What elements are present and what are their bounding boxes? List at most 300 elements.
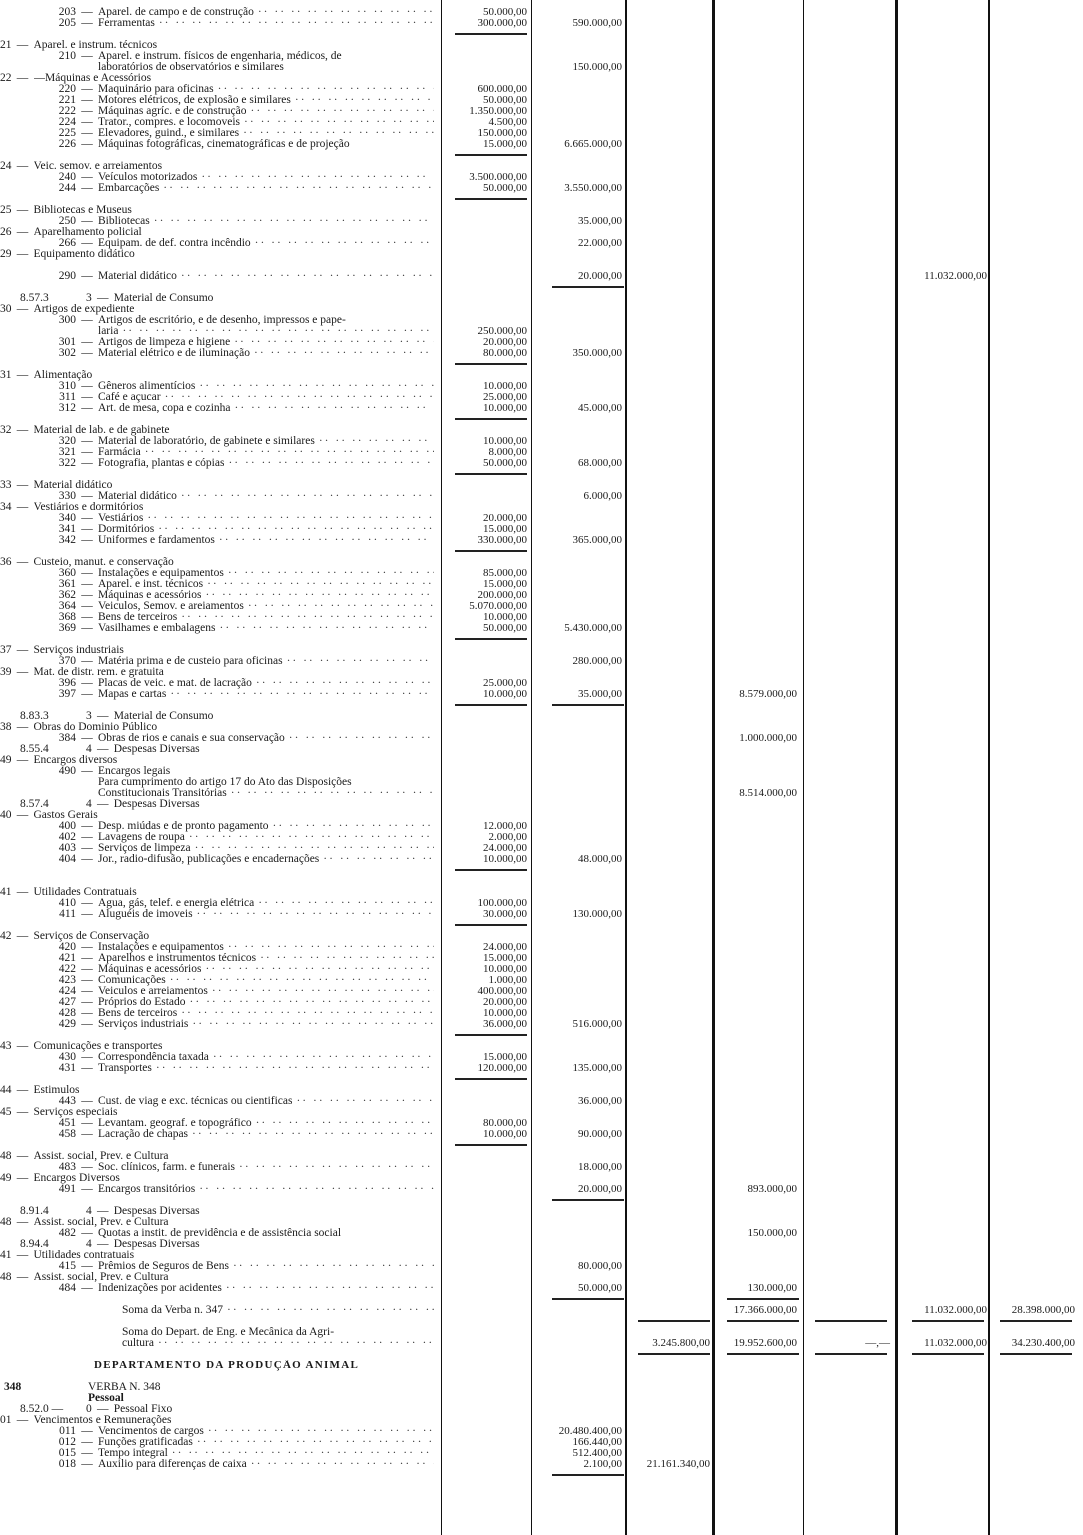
item-label: Máquinas e acessórios: [98, 590, 202, 601]
amount-c4: 1.000.000,00: [739, 732, 797, 744]
dash: —: [81, 1018, 93, 1030]
dash: —: [81, 1436, 93, 1448]
item-code: 384: [58, 732, 76, 744]
dash: —: [81, 1183, 93, 1195]
item-label: Assist. social, Prev. e Cultura: [33, 1217, 169, 1228]
amount-c1: 10.000,00: [483, 611, 527, 623]
row-label: [0, 1327, 434, 1338]
dot-leader: [163, 183, 434, 194]
dot-leader: [319, 436, 434, 447]
table-row: [0, 161, 1083, 172]
spacer-row: [0, 1074, 1083, 1085]
table-row: [0, 1063, 1083, 1074]
amount-c1: 15.000,00: [483, 523, 527, 535]
item-label: Material didático: [98, 271, 177, 282]
dash: —: [81, 1007, 93, 1019]
item-code: 012: [58, 1436, 76, 1448]
item-label: Funções gratificadas: [98, 1437, 193, 1448]
dot-leader: [189, 832, 434, 843]
subtotal-rule: [455, 638, 527, 640]
table-row: [0, 128, 1083, 139]
spacer-row: [0, 920, 1083, 931]
item-label: Transportes: [98, 1063, 152, 1074]
item-label: Placas de veic. e mat. de lacração: [98, 678, 252, 689]
item-label: Art. de mesa, copa e cozinha: [98, 403, 231, 414]
amount-c1: 10.000,00: [483, 963, 527, 975]
item-label: Serviços industriais: [33, 645, 124, 656]
amount-c1: 10.000,00: [483, 402, 527, 414]
amount-c2: 166.440,00: [572, 1436, 622, 1448]
amount-c1: 10.000,00: [483, 1007, 527, 1019]
item-label: Despesas Diversas: [113, 1239, 200, 1250]
amount-c1: 25.000,00: [483, 677, 527, 689]
dash: —: [81, 1260, 93, 1272]
table-row: [0, 953, 1083, 964]
spacer-row: [0, 1470, 1083, 1481]
account-prefix: 8.52.0 —: [20, 1403, 64, 1415]
amount-c4: 17.366.000,00: [733, 1304, 797, 1316]
dash: —: [81, 622, 93, 634]
dot-leader: [181, 1008, 434, 1019]
item-label: Ferramentas: [98, 18, 155, 29]
column-divider: [441, 0, 442, 1535]
dash: —: [81, 1095, 93, 1107]
table-row: [0, 1217, 1083, 1228]
dot-leader: [170, 975, 434, 986]
row-label: [0, 854, 434, 865]
item-label: Assist. social, Prev. e Cultura: [33, 1272, 169, 1283]
dot-leader: [228, 458, 434, 469]
amount-c2: 6.000,00: [583, 490, 622, 502]
row-label: [0, 458, 434, 469]
dash: —: [16, 930, 29, 942]
table-row: [0, 1426, 1083, 1437]
item-code: 45: [0, 1106, 12, 1118]
dot-leader: [256, 678, 434, 689]
item-code: 0: [86, 1403, 92, 1415]
amount-c4: 8.514.000,00: [739, 787, 797, 799]
subtotal-rule: [455, 1078, 527, 1080]
table-row: [0, 1283, 1083, 1294]
dash: —: [81, 688, 93, 700]
item-label: Pessoal: [88, 1393, 124, 1404]
column-divider: [988, 0, 990, 1535]
subtotal-rule: [1000, 1353, 1072, 1355]
item-label: Mat. de distr. rem. e gratuita: [33, 667, 164, 678]
amount-c1: 80.000,00: [483, 1117, 527, 1129]
column-divider: [531, 0, 532, 1535]
item-code: 48: [0, 1216, 12, 1228]
item-label: Estimulos: [33, 1085, 80, 1096]
table-row: [0, 1151, 1083, 1162]
table-row: [0, 788, 1083, 799]
table-row: [0, 139, 1083, 150]
item-label: Aparel. e instrum. técnicos: [33, 40, 158, 51]
table-row: [0, 1415, 1083, 1426]
amount-c2: 18.000,00: [578, 1161, 622, 1173]
item-label: Bibliotecas: [98, 216, 150, 227]
dot-leader: [122, 326, 434, 337]
dash: —: [81, 457, 93, 469]
column-divider: [625, 0, 627, 1535]
row-label: [0, 403, 434, 414]
table-row: [0, 1041, 1083, 1052]
spacer-row: [0, 1195, 1083, 1206]
item-label: cultura: [122, 1338, 154, 1349]
dash: —: [81, 380, 93, 392]
item-code: 266: [58, 237, 76, 249]
amount-c1: 2.000,00: [488, 831, 527, 843]
subtotal-rule: [815, 1353, 887, 1355]
dash: —: [16, 303, 29, 315]
item-code: 341: [58, 523, 76, 535]
table-row: [0, 535, 1083, 546]
item-label: Artigos de limpeza e higiene: [98, 337, 231, 348]
item-label: laria: [98, 326, 119, 337]
table-row: [0, 1338, 1083, 1349]
amount-c1: 25.000,00: [483, 391, 527, 403]
table-row: [0, 1360, 1083, 1371]
amount-c1: 50.000,00: [483, 6, 527, 18]
row-label: [0, 799, 434, 810]
dot-leader: [251, 1459, 434, 1470]
table-row: [0, 227, 1083, 238]
spacer-row: [0, 414, 1083, 425]
dash: —: [16, 72, 29, 84]
subtotal-rule: [815, 1320, 887, 1322]
item-code: 404: [58, 853, 76, 865]
amount-c2: 590.000,00: [572, 17, 622, 29]
dash: —: [16, 1172, 29, 1184]
dot-leader: [181, 612, 434, 623]
amount-c1: 250.000,00: [477, 325, 527, 337]
amount-c2: 6.665.000,00: [564, 138, 622, 150]
row-label: [0, 689, 434, 700]
item-code: 458: [58, 1128, 76, 1140]
spacer-row: [0, 1140, 1083, 1151]
dash: —: [81, 402, 93, 414]
item-code: 290: [58, 270, 76, 282]
row-label: [0, 1261, 434, 1272]
row-label: [0, 1283, 434, 1294]
amount-c2: 35.000,00: [578, 688, 622, 700]
subtotal-rule: [727, 1320, 799, 1322]
item-label: Serviços de Conservação: [33, 931, 150, 942]
table-row: [0, 183, 1083, 194]
dash: —: [16, 1150, 29, 1162]
dot-leader: [255, 238, 434, 249]
table-row: [0, 348, 1083, 359]
item-code: 240: [58, 171, 76, 183]
account-prefix: 348: [4, 1381, 22, 1393]
dot-leader: [254, 348, 434, 359]
amount-c2: 5.430.000,00: [564, 622, 622, 634]
dash: —: [16, 721, 29, 733]
item-code: 402: [58, 831, 76, 843]
table-row: [0, 1085, 1083, 1096]
item-code: 210: [58, 50, 76, 62]
subtotal-rule: [638, 1353, 710, 1355]
item-code: 396: [58, 677, 76, 689]
dash: —: [81, 1282, 93, 1294]
item-label: Máquinas fotográficas, cinematográficas e de projeção: [98, 139, 350, 150]
spacer-row: [0, 865, 1083, 876]
dot-leader: [218, 84, 434, 95]
subtotal-rule: [455, 550, 527, 552]
item-code: 48: [0, 1271, 12, 1283]
dash: —: [81, 842, 93, 854]
item-code: 300: [58, 314, 76, 326]
amount-c4: 19.952.600,00: [733, 1337, 797, 1349]
dash: —: [81, 908, 93, 920]
item-code: 36: [0, 556, 12, 568]
row-label: [0, 1019, 434, 1030]
item-label: Constitucionais Transitórias: [98, 788, 227, 799]
item-label: Prêmios de Seguros de Bens: [98, 1261, 229, 1272]
account-prefix: 8.57.4: [20, 798, 49, 810]
amount-c1: 30.000,00: [483, 908, 527, 920]
table-row: [0, 249, 1083, 260]
subtotal-rule: [455, 33, 527, 35]
dash: —: [81, 589, 93, 601]
amount-c1: 20.000,00: [483, 336, 527, 348]
amount-c1: 15.000,00: [483, 138, 527, 150]
table-row: [0, 117, 1083, 128]
amount-c1: 10.000,00: [483, 435, 527, 447]
item-code: 4: [86, 1205, 92, 1217]
amount-c1: 50.000,00: [483, 94, 527, 106]
dot-leader: [233, 1261, 434, 1272]
table-row: [0, 722, 1083, 733]
table-row: [0, 1019, 1083, 1030]
item-label: Vasilhames e embalagens: [98, 623, 216, 634]
item-label: laboratórios de observatórios e similares: [98, 62, 284, 73]
amount-c1: 1.000,00: [488, 974, 527, 986]
account-prefix: 8.55.4: [20, 743, 49, 755]
amount-c1: 10.000,00: [483, 1128, 527, 1140]
table-row: [0, 832, 1083, 843]
row-label: [0, 1404, 434, 1415]
table-row: [0, 51, 1083, 62]
amount-c1: 15.000,00: [483, 578, 527, 590]
row-label: [0, 711, 434, 722]
amount-c2: 80.000,00: [578, 1260, 622, 1272]
amount-c2: 280.000,00: [572, 655, 622, 667]
table-row: [0, 62, 1083, 73]
table-row: [0, 744, 1083, 755]
amount-c1: 80.000,00: [483, 347, 527, 359]
dot-leader: [228, 942, 434, 953]
table-row: [0, 1393, 1083, 1404]
amount-c1: 400.000,00: [477, 985, 527, 997]
dot-leader: [147, 513, 434, 524]
column-divider: [712, 0, 715, 1535]
table-row: [0, 1228, 1083, 1239]
item-label: Máquinas e acessórios: [98, 964, 202, 975]
item-code: 415: [58, 1260, 76, 1272]
dot-leader: [296, 1096, 434, 1107]
item-code: 320: [58, 435, 76, 447]
item-label: Bens de terceiros: [98, 612, 178, 623]
dot-leader: [158, 524, 434, 535]
subtotal-rule: [552, 286, 624, 288]
dot-leader: [190, 997, 434, 1008]
item-label: Aparel. de campo e de construção: [98, 7, 254, 18]
table-row: [0, 997, 1083, 1008]
item-label: Próprios do Estado: [98, 997, 186, 1008]
item-code: 490: [58, 765, 76, 777]
amount-c1: 50.000,00: [483, 182, 527, 194]
dash: —: [81, 336, 93, 348]
table-row: [0, 1239, 1083, 1250]
item-label: Dormitórios: [98, 524, 155, 535]
dash: —: [81, 985, 93, 997]
amount-c1: 3.500.000,00: [469, 171, 527, 183]
amount-c2: 135.000,00: [572, 1062, 622, 1074]
dot-leader: [145, 447, 434, 458]
dash: —: [16, 754, 29, 766]
row-label: [0, 1382, 434, 1393]
row-label: [0, 18, 434, 29]
amount-c1: 8.000,00: [488, 446, 527, 458]
amount-c2: 35.000,00: [578, 215, 622, 227]
dash: —: [81, 435, 93, 447]
item-label: Farmácia: [98, 447, 141, 458]
dash: —: [81, 138, 93, 150]
amount-c1: 50.000,00: [483, 622, 527, 634]
table-row: [0, 326, 1083, 337]
item-code: 491: [58, 1183, 76, 1195]
table-row: [0, 1404, 1083, 1415]
item-label: Material didático: [33, 480, 113, 491]
row-label: [0, 909, 434, 920]
item-code: 42: [0, 930, 12, 942]
item-code: 22: [0, 72, 12, 84]
amount-c4: 150.000,00: [747, 1227, 797, 1239]
dash: —: [81, 1161, 93, 1173]
item-label: Uniformes e fardamentos: [98, 535, 215, 546]
dash: —: [16, 1414, 29, 1426]
subtotal-rule: [455, 473, 527, 475]
amount-c1: 20.000,00: [483, 512, 527, 524]
row-label: [0, 491, 434, 502]
table-row: [0, 1305, 1083, 1316]
dash: —: [81, 1227, 93, 1239]
item-label: Veiculos, Semov. e areiamentos: [98, 601, 244, 612]
item-code: 484: [58, 1282, 76, 1294]
dash: —: [16, 1084, 29, 1096]
item-label: Vencimentos de cargos: [98, 1426, 204, 1437]
dash: —: [97, 798, 109, 810]
item-code: 369: [58, 622, 76, 634]
item-label: Material de lab. e de gabinete: [33, 425, 170, 436]
spacer-row: [0, 29, 1083, 40]
amount-c2: 365.000,00: [572, 534, 622, 546]
row-label: [0, 139, 434, 150]
amount-c1: 20.000,00: [483, 996, 527, 1008]
dot-leader: [231, 788, 434, 799]
dot-leader: [199, 1184, 434, 1195]
item-code: 364: [58, 600, 76, 612]
amount-c2: 2.100,00: [583, 1458, 622, 1470]
item-label: Cust. de viag e exc. técnicas ou cientificas: [98, 1096, 293, 1107]
dash: —: [16, 226, 29, 238]
subtotal-rule: [1000, 1320, 1072, 1322]
table-row: [0, 1184, 1083, 1195]
item-label: Utilidades Contratuais: [33, 887, 137, 898]
amount-c1: 10.000,00: [483, 380, 527, 392]
dash: —: [81, 534, 93, 546]
amount-c2: 516.000,00: [572, 1018, 622, 1030]
subtotal-rule: [455, 418, 527, 420]
dash: —: [16, 1249, 29, 1261]
item-code: 422: [58, 963, 76, 975]
item-label: Pessoal Fixo: [113, 1404, 173, 1415]
table-row: [0, 172, 1083, 183]
item-label: Indenizações por acidentes: [98, 1283, 222, 1294]
item-code: 37: [0, 644, 12, 656]
row-label: [0, 1206, 434, 1217]
table-row: [0, 1008, 1083, 1019]
item-label: Material de Consumo: [113, 293, 214, 304]
amount-c1: 600.000,00: [477, 83, 527, 95]
dash: —: [97, 710, 109, 722]
amount-c1: 200.000,00: [477, 589, 527, 601]
dot-leader: [207, 579, 434, 590]
amount-c1: 1.350.000,00: [469, 105, 527, 117]
item-label: Correspondência taxada: [98, 1052, 209, 1063]
item-code: 49: [0, 1172, 12, 1184]
item-label: Veiculos e arreiamentos: [98, 986, 208, 997]
table-row: [0, 381, 1083, 392]
dot-leader: [192, 1129, 434, 1140]
table-row: [0, 1162, 1083, 1173]
dot-leader: [289, 733, 434, 744]
item-code: 312: [58, 402, 76, 414]
table-row: [0, 337, 1083, 348]
dot-leader: [258, 7, 434, 18]
table-row: [0, 293, 1083, 304]
dot-leader: [197, 1437, 434, 1448]
dot-leader: [154, 216, 434, 227]
table-row: [0, 7, 1083, 18]
item-label: Tempo integral: [98, 1448, 168, 1459]
spacer-row: [0, 260, 1083, 271]
item-code: 483: [58, 1161, 76, 1173]
dash: —: [81, 94, 93, 106]
table-row: [0, 568, 1083, 579]
item-code: 25: [0, 204, 12, 216]
item-label: —Máquinas e Acessórios: [33, 73, 152, 84]
item-label: Motores elétricos, de explosão e similares: [98, 95, 291, 106]
dot-leader: [192, 1019, 434, 1030]
item-code: 370: [58, 655, 76, 667]
table-row: [0, 1272, 1083, 1283]
item-label: Máquinas agríc. e de construção: [98, 106, 247, 117]
amount-c1: 120.000,00: [477, 1062, 527, 1074]
item-label: Equipamento didático: [33, 249, 135, 260]
row-label: [0, 62, 434, 73]
spacer-row: [0, 1294, 1083, 1305]
item-label: Aparelhamento policial: [33, 227, 142, 238]
table-row: [0, 1052, 1083, 1063]
row-label: [0, 348, 434, 359]
amount-c1: 100.000,00: [477, 897, 527, 909]
amount-c1: 10.000,00: [483, 688, 527, 700]
table-row: [0, 392, 1083, 403]
item-label: Fotografia, plantas e cópias: [98, 458, 225, 469]
dash: —: [81, 523, 93, 535]
